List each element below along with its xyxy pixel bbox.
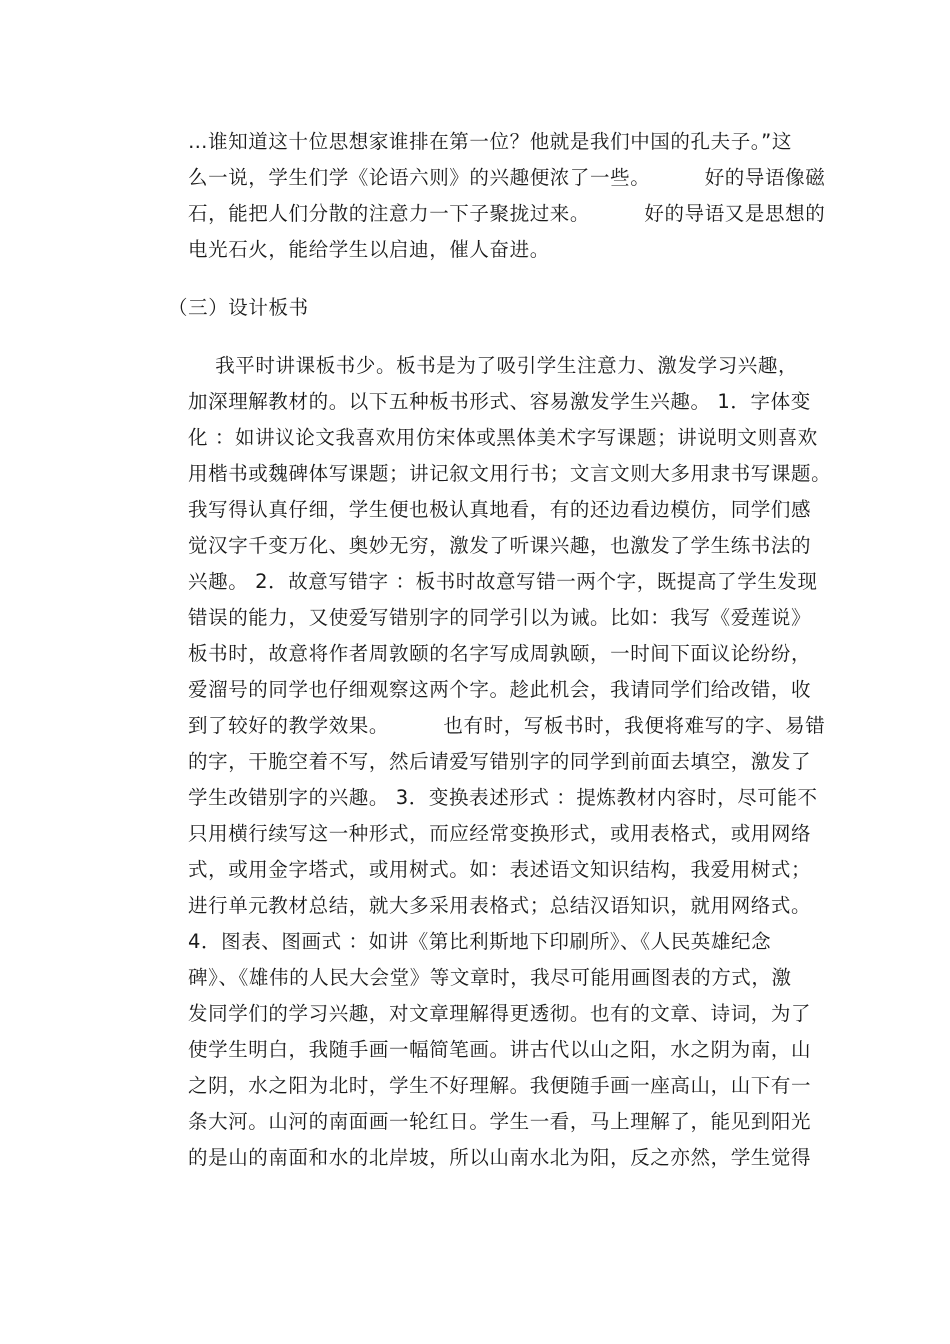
text-line: 我平时讲课板书少。板书是为了吸引学生注意力、激发学习兴趣， <box>188 354 799 377</box>
text-line: …谁知道这十位思想家谁排在第一位？他就是我们中国的孔夫子。”这 <box>188 130 792 153</box>
text-line: 化 ：如讲议论文我喜欢用仿宋体或黑体美术字写课题；讲说明文则喜欢 <box>188 426 818 449</box>
text-line: 条大河。山河的南面画一轮红日。学生一看，马上理解了，能见到阳光 <box>188 1110 812 1133</box>
text-line: 板书时，故意将作者周敦颐的名字写成周孰颐，一时间下面议论纷纷， <box>188 642 812 665</box>
text-line: 石，能把人们分散的注意力一下子聚拢过来。 好的导语又是思想的 <box>188 202 826 225</box>
text-line: 碑》、《雄伟的人民大会堂》等文章时，我尽可能用画图表的方式，激 <box>188 966 792 989</box>
text-line: 加深理解教材的。以下五种板书形式、容易激发学生兴趣。 1．字体变 <box>188 390 811 413</box>
text-line: 的是山的南面和水的北岸坡，所以山南水北为阳，反之亦然，学生觉得 <box>188 1146 812 1169</box>
text-line: 爱溜号的同学也仔细观察这两个字。趁此机会，我请同学们给改错，收 <box>188 678 812 701</box>
text-line: 只用横行续写这一种形式，而应经常变换形式，或用表格式，或用网络 <box>188 822 812 845</box>
text-line: 学生改错别字的兴趣。 3．变换表述形式 ：提炼教材内容时，尽可能不 <box>188 786 818 809</box>
text-line: 使学生明白，我随手画一幅简笔画。讲古代以山之阳，水之阴为南，山 <box>188 1038 812 1061</box>
text-line: 我写得认真仔细，学生便也极认真地看，有的还边看边模仿，同学们感 <box>188 498 812 521</box>
text-line: 进行单元教材总结，就大多采用表格式；总结汉语知识，就用网络式。 <box>188 894 812 917</box>
text-line: 电光石火，能给学生以启迪，催人奋进。 <box>188 238 550 261</box>
text-line: 式，或用金字塔式，或用树式。如：表述语文知识结构，我爱用树式； <box>188 858 812 881</box>
text-line: 4．图表、图画式 ：如讲《第比利斯地下印刷所》、《人民英雄纪念 <box>188 930 772 953</box>
text-line: 发同学们的学习兴趣，对文章理解得更透彻。也有的文章、诗词，为了 <box>188 1002 812 1025</box>
text-line: 觉汉字千变万化、奥妙无穷，激发了听课兴趣，也激发了学生练书法的 <box>188 534 812 557</box>
text-line: 的字，干脆空着不写，然后请爱写错别字的同学到前面去填空，激发了 <box>188 750 812 773</box>
text-line: 到了较好的教学效果。 也有时，写板书时，我便将难写的字、易错 <box>188 714 826 737</box>
text-line: 错误的能力，又使爱写错别字的同学引以为诫。比如：我写《爱莲说》 <box>188 606 812 629</box>
section-heading: （三）设计板书 <box>168 296 309 319</box>
text-line: 用楷书或魏碑体写课题；讲记叙文用行书；文言文则大多用隶书写课题。 <box>188 462 832 485</box>
text-line: 么一说，学生们学《论语六则》的兴趣便浓了一些。 好的导语像磁 <box>188 166 826 189</box>
text-line: 之阴，水之阳为北时，学生不好理解。我便随手画一座高山，山下有一 <box>188 1074 812 1097</box>
text-line: 兴趣。 2．故意写错字 ：板书时故意写错一两个字，既提高了学生发现 <box>188 570 818 593</box>
